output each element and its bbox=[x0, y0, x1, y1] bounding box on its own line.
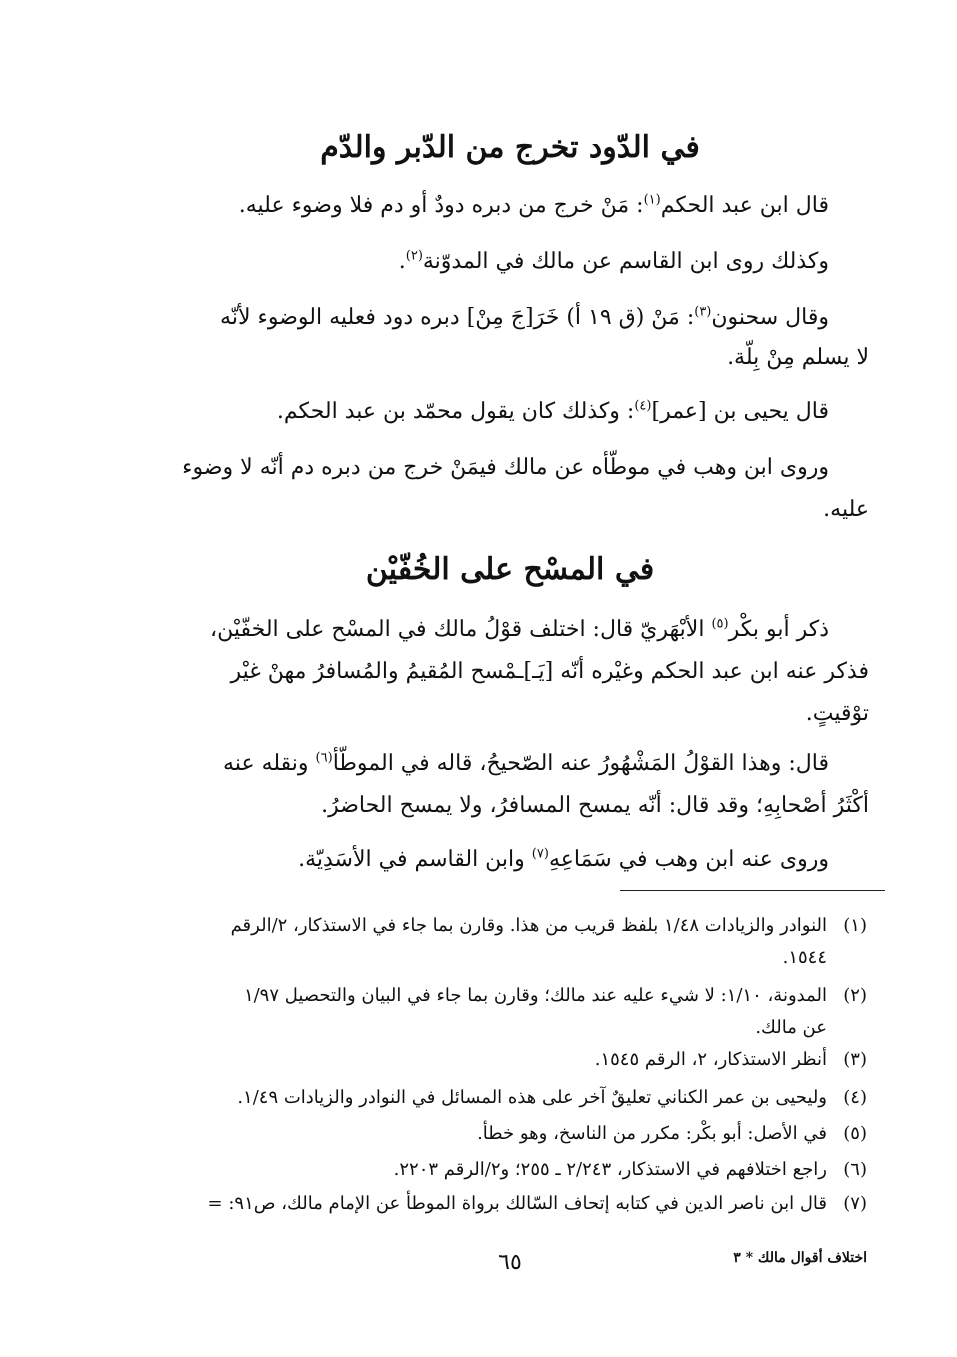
page-number: ٦٥ bbox=[498, 1250, 522, 1275]
paragraph-3 bbox=[160, 302, 829, 334]
footnote-6-text: راجع اختلافهم في الاستذكار، ٢/٢٤٣ ـ ٢٥٥؛ و٢/الرقم ٢٢٠٣. bbox=[393, 1159, 827, 1180]
paragraph-2 bbox=[160, 246, 829, 278]
footnote-ref-2[interactable]: (٢) bbox=[405, 248, 423, 264]
footnote-3-text: أنظر الاستذكار، ٢، الرقم ١٥٤٥. bbox=[594, 1049, 827, 1070]
footnote-7 bbox=[150, 1190, 867, 1218]
paragraph-6 bbox=[160, 614, 829, 646]
paragraph-4 bbox=[160, 396, 829, 428]
paragraph-6-text: ذكر أبو بكْر bbox=[728, 617, 829, 642]
paragraph-7-line-2: أكْثَرُ أصْحابِهِ؛ وقد قال: أنّه يمسح المسافرُ، ولا يمسح الحاضرُ. bbox=[321, 793, 869, 818]
footnote-1 bbox=[150, 912, 867, 940]
footnote-3-number: (٣) bbox=[843, 1049, 867, 1070]
paragraph-8 bbox=[160, 844, 829, 876]
paragraph-5: وروى ابن وهب في موطّأه عن مالك فيمَنْ خرج من دبره دم أنّه لا وضوء bbox=[182, 455, 829, 480]
running-footer-title: اختلاف أقوال مالك * ٣ bbox=[733, 1250, 867, 1266]
paragraph-1 bbox=[160, 190, 829, 222]
footnote-ref-1[interactable]: (١) bbox=[643, 192, 661, 208]
paragraph-7-text: قال: وهذا القوْلُ المَشْهُورُ عنه الصّحيحُ، قاله في الموطّأ bbox=[332, 751, 829, 776]
paragraph-5-line-2: عليه. bbox=[823, 497, 869, 522]
footnote-1-continued: ١٥٤٤. bbox=[782, 947, 827, 968]
footnote-3 bbox=[150, 1046, 867, 1074]
footnote-5-text: في الأصل: أبو بكْر: مكرر من الناسخ، وهو خطأ. bbox=[477, 1123, 827, 1144]
paragraph-7 bbox=[160, 748, 829, 780]
paragraph-6-rest: الأبْهَريّ قال: اختلف قوْلُ مالك في المسْح على الخفّيْن، bbox=[210, 617, 712, 642]
footnote-ref-7[interactable]: (٧) bbox=[531, 846, 549, 862]
paragraph-3-text: وقال سحنون bbox=[711, 305, 829, 330]
paragraph-3-rest: : مَنْ (ق ١٩ أ) خَرَ[جَ مِنْ] دبره دود فعليه الوضوء لأنّه bbox=[220, 305, 695, 330]
footnote-ref-6[interactable]: (٦) bbox=[315, 750, 333, 766]
footnote-4-text: وليحيى بن عمر الكناني تعليقٌ آخر على هذه المسائل في النوادر والزيادات ١/٤٩. bbox=[237, 1087, 827, 1108]
footnote-separator bbox=[620, 890, 885, 891]
footnote-ref-3[interactable]: (٣) bbox=[694, 304, 712, 320]
paragraph-8-text: وروى عنه ابن وهب في سَمَاعِهِ bbox=[548, 847, 829, 872]
paragraph-6-line-3: توْقيتٍ. bbox=[805, 701, 869, 726]
paragraph-1-rest: : مَنْ خرج من دبره دودٌ أو دم فلا وضوء عليه. bbox=[238, 193, 644, 218]
footnote-4 bbox=[150, 1084, 867, 1112]
paragraph-2-text: وكذلك روى ابن القاسم عن مالك في المدوّنة bbox=[422, 249, 829, 274]
paragraph-6-line-2: فذكر عنه ابن عبد الحكم وغيْره أنّه [يَـ]ـمْسح المُقيمُ والمُسافرُ مهنْ غيْر bbox=[230, 659, 869, 684]
footnote-7-text: قال ابن ناصر الدين في كتابه إتحاف السّالك برواة الموطأ عن الإمام مالك، ص٩١: = bbox=[207, 1193, 827, 1214]
footnote-1-text: النوادر والزيادات ١/٤٨ بلفظ قريب من هذا. وقارن بما جاء في الاستذكار، ٢/الرقم bbox=[230, 915, 827, 936]
footnote-2-text: المدونة، ١/١٠: لا شيء عليه عند مالك؛ وقارن بما جاء في البيان والتحصيل ١/٩٧ bbox=[243, 985, 827, 1006]
paragraph-8-rest: وابن القاسم في الأسَدِيّة. bbox=[298, 847, 532, 872]
paragraph-3-line-2: لا يسلم مِنْ بِلّة. bbox=[727, 345, 869, 370]
footnote-1-number: (١) bbox=[843, 915, 867, 936]
paragraph-4-rest: : وكذلك كان يقول محمّد بن عبد الحكم. bbox=[276, 399, 635, 424]
footnote-6 bbox=[150, 1156, 867, 1184]
footnote-ref-5[interactable]: (٥) bbox=[711, 616, 729, 632]
footnote-5-number: (٥) bbox=[843, 1123, 867, 1144]
footnote-2-number: (٢) bbox=[843, 985, 867, 1006]
paragraph-1-text: قال ابن عبد الحكم bbox=[660, 193, 829, 218]
footnote-6-number: (٦) bbox=[843, 1159, 867, 1180]
paragraph-4-text: قال يحيى بن [عمر] bbox=[651, 399, 829, 424]
footnote-2 bbox=[150, 982, 867, 1010]
footnote-7-number: (٧) bbox=[843, 1193, 867, 1214]
footnote-5 bbox=[150, 1120, 867, 1148]
footnote-4-number: (٤) bbox=[843, 1087, 867, 1108]
footnote-2-continued: عن مالك. bbox=[755, 1017, 827, 1038]
footnote-ref-4[interactable]: (٤) bbox=[634, 398, 652, 414]
section-heading-worms: في الدّود تخرج من الدّبر والدّم bbox=[320, 130, 700, 165]
section-heading-khuffs: في المسْح على الخُفّيْن bbox=[365, 552, 655, 587]
paragraph-7-rest: ونقله عنه bbox=[223, 751, 316, 776]
paragraph-2-rest: . bbox=[398, 249, 406, 274]
